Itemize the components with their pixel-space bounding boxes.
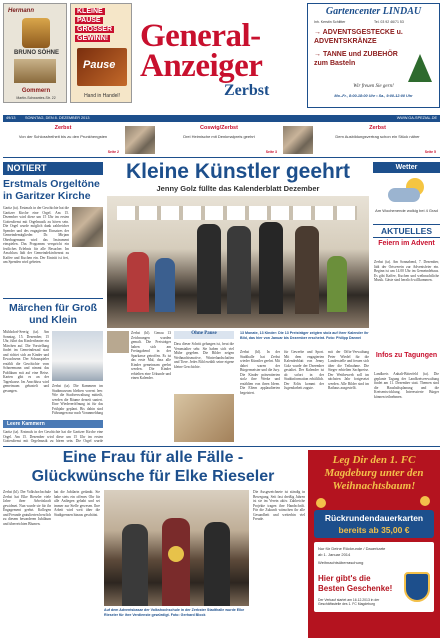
maerchen-body-2: Zerbst (ta). Die Kammern im Stadtmuseum bleiben vorerst leer. Wie die Stadtverwaltung mitteilt, werden die Räume derzeit saniert. Eine Wiedereröffnung ist für das Frühjahr geplant. Bis dahin sind Führungen nur nach Voranmeldung	[52, 384, 103, 415]
issue-number: 49/13	[6, 116, 16, 120]
ad-mid-line: KLEINE	[77, 8, 103, 15]
fcm-info-panel	[314, 542, 434, 612]
teaser-place: Zerbst	[54, 125, 72, 131]
garden-item: → TANNE und ZUBEHÖR zum Basteln	[314, 51, 398, 67]
teaser-place: Coswig/Zerbst	[200, 125, 238, 131]
church-organ-photo	[72, 207, 103, 247]
wetter-heading: Wetter	[373, 162, 440, 173]
teaser-page: Seite 5	[424, 150, 436, 154]
fcm-info: Weihnachtsüberraschung	[318, 560, 364, 565]
lead-body-col1: Zerbst (hl). Genau 13 Zeichnungen wurden gemalt. Die Preisträger haben sich am Freitagabend in der Sparkasse getroffen. Es ist das erste Mal, dass alle Kinder gemeinsam geehrt werden. Die Kinder erhielten eine Urkunde und einen Kalender.	[131, 331, 171, 380]
child-figure	[327, 256, 347, 312]
fcm-cta: Hier gibt's die	[318, 574, 371, 583]
garden-hours-title: Wir freuen Sie gern!	[353, 84, 394, 89]
issue-date: SONNTAG, DEN 8. DEZEMBER 2013	[25, 116, 90, 120]
adult-figure	[295, 226, 319, 314]
child-figure	[127, 252, 149, 312]
website-link[interactable]: WWW.GA-SPEZIAL.DE	[396, 116, 437, 120]
ad-mid-line: PAUSE	[77, 17, 101, 24]
infos-body: Landkreis Anhalt-Bitterfeld (ta). Die geplante Tagung der Landkreisverwaltung findet am 11. Dezember statt. Themen sind die Haushaltsplanung und die Kreisentwicklung. Interessierte Bürger können teilnehmen.	[374, 372, 439, 399]
teaser-text: Drei Heimische mit Denkmalpreis geehrt	[183, 134, 255, 139]
maerchen-title: Märchen für Groß und Klein	[8, 302, 98, 326]
fcm-info: Nur für Deine Rückrunde / Dauerkarte	[318, 546, 386, 551]
ad-left-top[interactable]	[3, 3, 67, 103]
teaser-text: Dem Ausbildungsvertrag schon ein Stück näher	[335, 134, 420, 139]
christmas-tree-icon	[408, 54, 432, 82]
ad-product-box	[14, 59, 56, 83]
teaser-1[interactable]	[3, 124, 123, 157]
ad-mid-line: GEWINN!	[77, 35, 109, 42]
teaser-page: Seite 3	[265, 150, 277, 154]
garden-phone: Tel. 03 92 46/71 53	[374, 20, 404, 24]
second-photo	[104, 490, 249, 606]
lead-body-col3: Zerbst (hl). In der Stadthalle hat Zerbst wieder Künstler geehrt. Mit dabei waren der Bürgermeister und die Jury. Die Kinder präsentierten stolz ihre Werke und erzählten von ihren Ideen. Die Eltern applaudierten begeistert.	[240, 350, 280, 395]
ad-mid-top[interactable]	[70, 3, 132, 103]
kids-drawing-photo	[174, 394, 234, 442]
feiern-title: Feiern im Advent	[378, 240, 435, 247]
adult-figure	[227, 226, 251, 314]
masthead	[136, 2, 304, 112]
date-bar	[3, 115, 440, 122]
garden-hours: Mo.-Fr., 8:00-18:00 Uhr • Sa., 9:00-12:00 Uhr	[334, 94, 413, 98]
ad-product-image	[22, 18, 50, 48]
fcm-cta: Besten Geschenke!	[318, 584, 393, 593]
lead-body-col2: Dass dieser Schritt gelungen ist, freut die Veranstalter sehr. Sie haben sich viel Mühe gegeben. Die Bilder zeigen Weihnachtsmotive, Winterlandschaften und Tiere. Jedes Bild erzählt seine eigene kleine Geschichte.	[174, 342, 234, 369]
divider	[3, 446, 440, 447]
ad-brand-sub: BRUNO SÖHNE	[14, 50, 60, 56]
teaser-3[interactable]	[315, 124, 440, 157]
person-figure	[204, 522, 230, 606]
second-body-3: Die Ausgezeichnete ist ständig in Bewegung. Seit fast dreißig Jahren ist sie im Verein aktiv. Zahlreiche Projekte tragen ihre Handschrift. Für die Zukunft wünschen ihr alle Gesundheit und weiterhin viel Freude.	[253, 490, 305, 521]
feiern-body: Zerbst (ta). Am Sonnabend, 7. Dezember, lädt der Ortsverein zur Adventsfeier ein. Beginn ist um 14.00 Uhr im Gemeindehaus. Es gibt Kaffee, Kuchen und weihnachtliche Musik. Gäste sind herzlich willkommen.	[374, 260, 439, 282]
fcm-headline: Leg Dir den 1. FC	[332, 454, 416, 466]
ad-mid-badge: Pause	[83, 59, 116, 71]
fcm-info: ab 1. Januar 2014	[318, 552, 351, 557]
adult-figure	[259, 222, 283, 314]
leere-kammern-body: Garitz (ta). Erstmals in der Geschichte hat die Garitzer Kirche eine Orgel. Am 15. Dezember wird diese um 15 Uhr im ersten Gottesdienst mit Orgelmusik zu hören sein. Die Orgel wurde	[3, 430, 103, 443]
wetter-text: Am Wochenende wolkig bei 4 Grad	[375, 208, 438, 213]
ohne-pause-heading: Ohne Pause	[174, 331, 234, 339]
lead-title: Kleine Künstler geehrt	[125, 160, 351, 183]
flower-bouquet	[168, 546, 184, 562]
masthead-title-2: Anzeiger	[140, 48, 263, 84]
lead-caption: 13 Monate, 13 Kinder: Die 13 Preisträger zeigten stolz auf ihrer Kalender ihr Bild, das hier von Januar bis Dezember erscheint. Foto: Philipp Dannei	[240, 331, 369, 340]
notiert-body: Garitz (ta). Erstmals in der Geschichte hat die Garitzer Kirche eine Orgel. Am 15. Dezember wird diese um 15 Uhr im ersten Gottesdienst mit Orgelmusik zu hören sein. Die Orgel wurde möglich dank zahlreicher Spender und des engagierten Einsatzes der Gemeindemitglieder. Dr. Mirjam Oberhagemann wird das Instrument einspielen. Das Programm verspricht ein festliches Erlebnis für alle Besucher. Im Anschluss lädt der Gemeindekirchenrat zu Kaffee und Kuchen ein. Der Eintritt ist frei, um Spenden wird gebeten.	[3, 206, 69, 264]
wall-pictures	[117, 206, 357, 220]
ad-caption-address: Martin-Schwantes-Str. 22	[16, 96, 56, 100]
teaser-photo	[125, 126, 155, 154]
masthead-title-1: General-	[140, 18, 261, 54]
leere-kammern-heading: Leere Kammern	[3, 420, 103, 428]
infos-title: Infos zu Tagungen	[375, 352, 438, 359]
garden-name: Gartencenter LINDAU	[325, 6, 422, 17]
masthead-city: Zerbst	[224, 82, 270, 99]
ad-caption-city: Gommern	[21, 88, 51, 94]
divider	[3, 298, 103, 299]
second-body-1: Zerbst (hl). Der Volkshochschule Zerbst hat Elke Rieseler viele Jahre ihrer Arbeitskraft gewidmet. Nun wurde sie für ihr Engagement geehrt. Kollegen und Freunde gratulierten herzlich zu diesem besonderen Jubiläum und überreichten Blumen.	[3, 490, 51, 526]
teaser-row	[3, 124, 440, 158]
cloud-sun-icon	[384, 178, 428, 204]
fcm-price-badge	[314, 510, 434, 538]
lead-body-col5: mit der Offiz-Verwaltung Peter Wiedel für die Landesstelle und freuen sich über die Teilnahme. Die Sieger erhielten Sachpreise. Der Wettbewerb soll im nächsten Jahr fortgesetzt werden. Alle Bilder sind im Rathaus ausgestellt.	[328, 350, 369, 390]
fcm-headline: Magdeburg unter den	[324, 467, 424, 479]
ad-mid-footer: Hand in Handel!	[84, 93, 120, 99]
garden-center-ad[interactable]	[307, 3, 440, 108]
fcm-badge-line1: Rückrundendauerkarten	[324, 513, 424, 523]
teaser-page: Seite 2	[107, 150, 119, 154]
teaser-place: Zerbst	[369, 125, 386, 131]
teaser-2[interactable]	[157, 124, 281, 157]
aktuelles-heading: AKTUELLES	[373, 224, 440, 238]
teaser-photo	[283, 126, 313, 154]
fcm-badge-line2: bereits ab 35,00 €	[338, 525, 410, 535]
second-title-1: Eine Frau für alle Fälle -	[62, 449, 244, 466]
garden-item: → ADVENTSGESTECKE u. ADVENTSKRÄNZE	[314, 29, 403, 45]
lead-body-col4: für Gewerbe und Sport. Mit dem engagierten Kalenderblatt von Jenny Golz wurde der Dezember gestaltet. Der Kalender ist ab sofort in der Stadtinformation erhältlich. Der Erlös kommt der Jugendarbeit zugute.	[284, 350, 324, 390]
teaser-text: Von der Schlossfreiheit bis zu den Prunkhengsten	[18, 134, 108, 139]
ornament-icon	[316, 498, 326, 508]
person-figure	[162, 518, 190, 606]
club-crest-icon	[404, 572, 430, 602]
second-caption: Auf dem Adventsbasar der Volkshochschule in der Zerbster Stadthalle wurde Elke Rieseler für ihre Verdienste gewürdigt. Foto: Gerhard Block	[104, 608, 245, 617]
child-figure	[155, 258, 175, 312]
fcm-footer: Der Verkauf startet am 16.12.2013 in der Geschäftsstelle des 1. FC Magdeburg	[318, 598, 380, 606]
garden-owner: Inh. Kerstin Schlitter	[314, 20, 346, 24]
ornament-icon	[420, 496, 430, 506]
second-body-2: hat die Jubilarin gedankt. Sie habe stets ein offenes Ohr für alle Anliegen gehabt und sei immer zur Stelle gewesen. Ihre Arbeit wird weit über die Stadtgrenzen hinaus geschätzt.	[54, 490, 100, 517]
lead-photo	[107, 196, 369, 328]
snowman-photo	[52, 331, 103, 381]
notiert-title: Erstmals Orgeltöne in Garitzer Kirche	[3, 178, 100, 202]
adult-figure	[197, 224, 221, 314]
fcm-ad[interactable]	[308, 450, 440, 638]
second-title-2: Glückwünsche für Elke Rieseler	[31, 468, 275, 485]
fcm-headline: Weihnachtsbaum!	[332, 480, 416, 492]
ad-mid-line: GROSSER	[77, 26, 113, 33]
person-figure	[122, 524, 148, 606]
lead-inset-photo	[107, 331, 129, 353]
cloud-icon	[388, 188, 420, 202]
maerchen-body: Mühlsdorf-Seerig (ta). Am Sonntag, 15. Dezember, 15 Uhr, führt das Kindertheater ein Märchen auf. Die Vorstellung findet im Gemeindesaal statt und richtet sich an Kinder und Erwachsene. Der Schauspieler erzählt die Geschichte vom Schneemann und nimmt das Publikum mit auf eine Reise. Karten gibt es an der Tageskasse. Im Anschluss wird gemeinsam gebastelt und gesungen.	[3, 330, 49, 393]
lead-subtitle: Jenny Golz füllte das Kalenderblatt Dezember	[156, 184, 320, 193]
ad-brand-name: Hermann	[8, 8, 35, 14]
notiert-heading: NOTIERT	[3, 162, 103, 175]
